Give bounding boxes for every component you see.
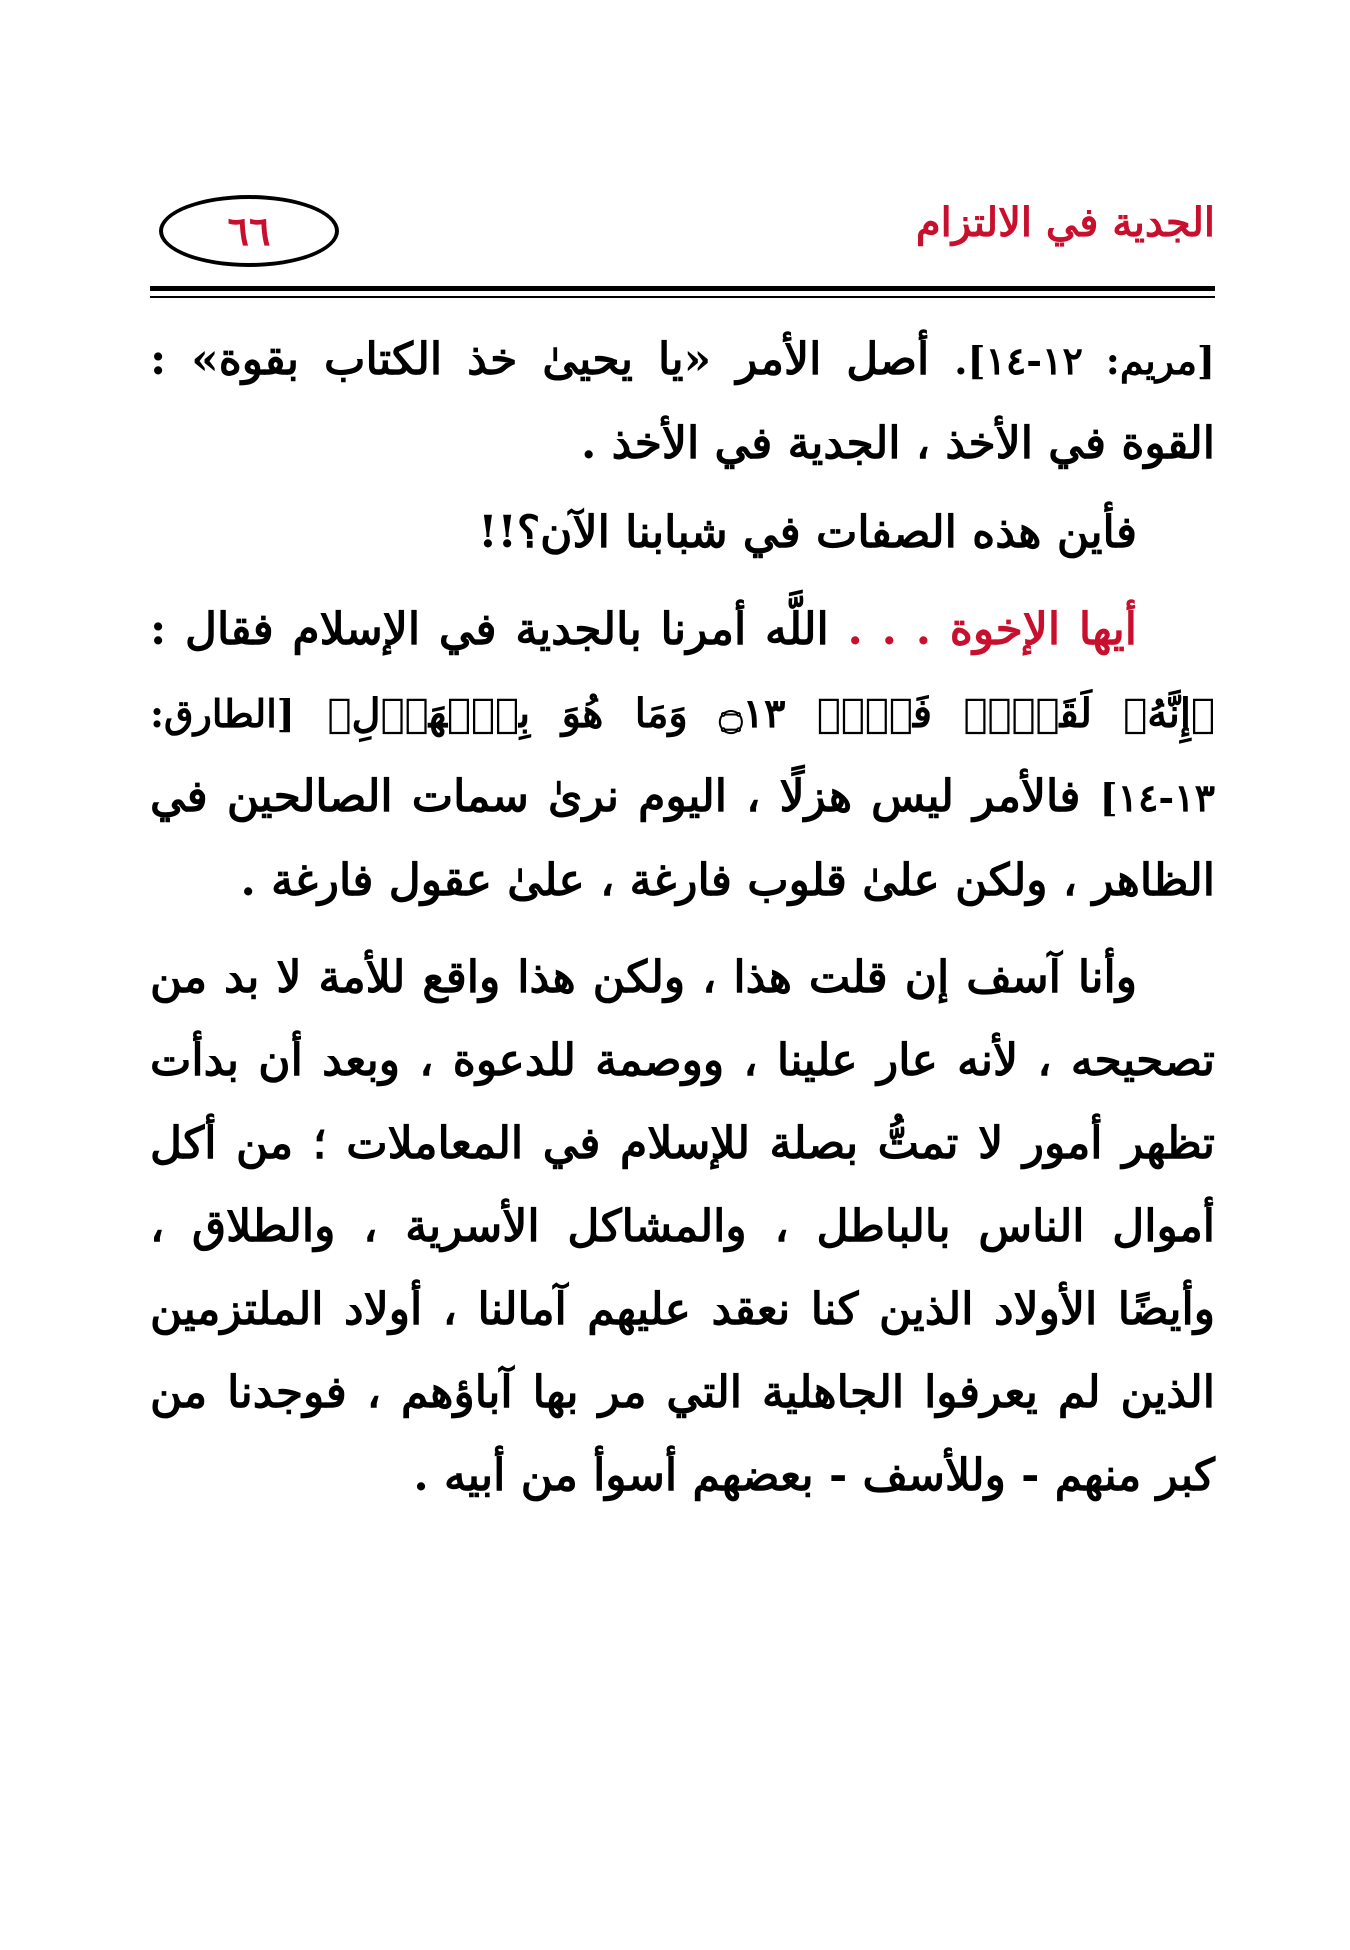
paragraph-1-text: أصل الأمر «يا يحيىٰ خذ الكتاب بقوة» : القوة في الأخذ ، الجدية في الأخذ . (150, 334, 1215, 469)
address-lead: أيها الإخوة . . . (847, 604, 1138, 655)
page-number-oval (159, 195, 339, 267)
paragraph-1 (150, 318, 1215, 485)
citation-maryam: [مريم: ١٢-١٤]. (954, 338, 1215, 383)
paragraph-2: فأين هذه الصفات في شبابنا الآن؟!! (478, 507, 1137, 558)
paragraph-3-text-b: فالأمر ليس هزلًا ، اليوم نرىٰ سمات الصالحين في الظاهر ، ولكن علىٰ قلوب فارغة ، علىٰ عقول فارغة . (150, 771, 1215, 906)
page-number: ٦٦ (227, 207, 271, 255)
running-title: الجدية في الالتزام (915, 199, 1215, 246)
paragraph-3-text-a: اللَّه أمرنا بالجدية في الإسلام فقال : (150, 604, 829, 655)
header-rule-thin (150, 296, 1215, 298)
paragraph-3 (150, 588, 1215, 922)
citation-tariq: [الطارق: ١٣-١٤] (150, 691, 1215, 820)
header-rule-thick (150, 286, 1215, 291)
book-page (150, 0, 1215, 1950)
paragraph-4: وأنا آسف إن قلت هذا ، ولكن هذا واقع للأمة لا بد من تصحيحه ، لأنه عار علينا ، ووصمة للدعوة ، وبعد أن بدأت تظهر أمور لا تمتُّ بصلة للإسلام في المعاملات ؛ من أكل أموال الناس بالباطل ، والمشاكل الأسرية ، والطلاق ، وأيضًا الأولاد الذين كنا نعقد عليهم آمالنا ، أولاد الملتزمين الذين لم يعرفوا الجاهلية التي مر بها آباؤهم ، فوجدنا من كبر منهم - وللأسف - بعضهم أسوأ من أبيه . (150, 952, 1215, 1501)
quran-verse: ﴿إِنَّهُۥ لَقَوۡلٞ فَصۡلٞ ۝١٣ وَمَا هُوَ بِٱلۡهَزۡلِ﴾ (327, 690, 1215, 737)
page-header (150, 195, 1215, 275)
page-body (150, 318, 1215, 1517)
